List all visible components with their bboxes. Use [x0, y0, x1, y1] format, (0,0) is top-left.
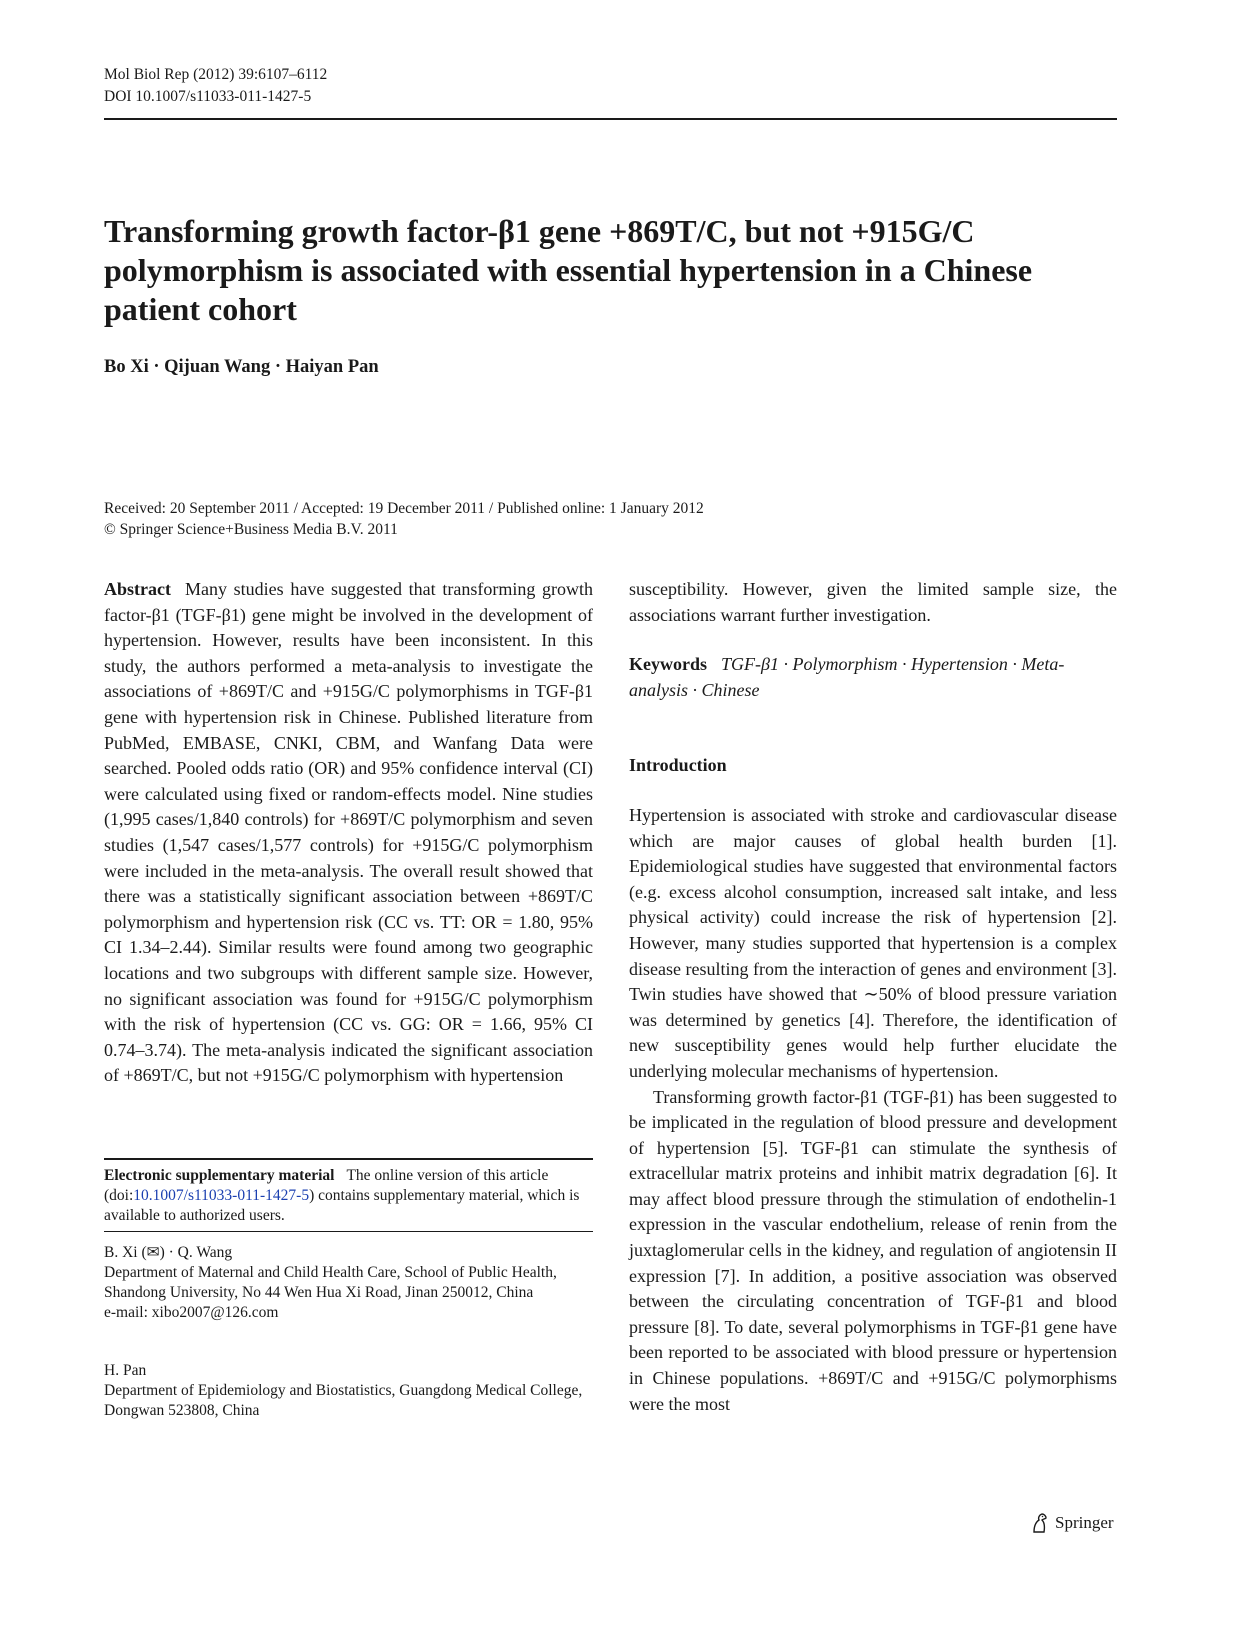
footnote-rule [104, 1158, 593, 1160]
abstract-paragraph [104, 577, 593, 1089]
keywords-text: TGF-β1 · Polymorphism · Hypertension · Meta-analysis · Chinese [629, 654, 1065, 700]
abstract-continuation: susceptibility. However, given the limited sample size, the associations warrant further investigation. [629, 579, 1117, 625]
dates-line: Received: 20 September 2011 / Accepted: 19 December 2011 / Published online: 1 January 2012 [104, 500, 704, 517]
publisher-name: Springer [1055, 1513, 1114, 1532]
affiliation-2-dept: Department of Epidemiology and Biostatistics, Guangdong Medical College, Dongwan 523808, China [104, 1382, 583, 1419]
article-history [104, 498, 704, 540]
doi-link[interactable]: 10.1007/s11033-011-1427-5 [133, 1187, 310, 1204]
abstract-label: Abstract [104, 579, 171, 599]
journal-citation [104, 64, 327, 108]
introduction-paragraph-1: Hypertension is associated with stroke and cardiovascular disease which are major causes of global health burden [1]. Epidemiological studies have suggested that environmental factors (e.g. excess alcohol consumption, increased salt intake, and less physical activity) could increase the risk of hypertension [2]. However, many studies supported that hypertension is a complex disease resulting from the interaction of genes and environment [3]. Twin studies have showed that ∼50% of blood pressure variation was determined by genetics [4]. Therefore, the identification of new susceptibility genes would help further elucidate the underlying molecular mechanisms of hypertension. [629, 804, 1117, 1081]
esm-text-before: The online version of this article (doi: [104, 1167, 549, 1204]
abstract-text: Many studies have suggested that transforming growth factor-β1 (TGF-β1) gene might be involved in the development of hypertension. However, results have been inconsistent. In this study, the authors performed a meta-analysis to investigate the associations of +869T/C and +915G/C polymorphisms in TGF-β1 gene with hypertension risk in Chinese. Published literature from PubMed, EMBASE, CNKI, CBM, and Wanfang Data were searched. Pooled odds ratio (OR) and 95% confidence interval (CI) were calculated using fixed or random-effects model. Nine studies (1,995 cases/1,840 controls) for +869T/C polymorphism and seven studies (1,547 cases/1,577 controls) for +915G/C polymorphism were included in the meta-analysis. The overall result showed that there was a statistically significant association between +869T/C polymorphism and hypertension risk (CC vs. TT: OR = 1.80, 95% CI 1.34–2.44). Similar results were found among two geographic locations and two subgroups with different sample size. However, no significant association was found for +915G/C polymorphism with the risk of hypertension (CC vs. GG: OR = 1.66, 95% CI 0.74–3.74). The meta-analysis indicated the significant association of +869T/C, but not +915G/C polymorphism with hypertension [104, 579, 593, 1086]
affiliation-rule [104, 1231, 593, 1232]
copyright-line: © Springer Science+Business Media B.V. 2011 [104, 521, 398, 538]
introduction-heading: Introduction [629, 755, 727, 776]
author-list: Bo Xi · Qijuan Wang · Haiyan Pan [104, 357, 379, 377]
header-rule [104, 118, 1117, 120]
springer-horse-icon [1030, 1512, 1050, 1534]
journal-line-1: Mol Biol Rep (2012) 39:6107–6112 [104, 66, 328, 83]
keywords [629, 652, 1117, 703]
esm-label: Electronic supplementary material [104, 1167, 335, 1184]
article-title: Transforming growth factor-β1 gene +869T/C, but not +915G/C polymorphism is associated with essential hypertension in a Chinese patient cohort [104, 213, 1033, 327]
affiliation-1-names: B. Xi (✉) · Q. Wang [104, 1244, 233, 1261]
keywords-label: Keywords [629, 654, 707, 675]
journal-line-2: DOI 10.1007/s11033-011-1427-5 [104, 88, 312, 105]
right-column [629, 577, 1117, 1417]
abstract-column [104, 577, 593, 1089]
affiliation-1-dept: Department of Maternal and Child Health Care, School of Public Health, Shandong University, No 44 Wen Hua Xi Road, Jinan 250012, China [104, 1264, 557, 1301]
introduction-paragraph-2: Transforming growth factor-β1 (TGF-β1) has been suggested to be implicated in the regulation of blood pressure and development of hypertension [5]. TGF-β1 can stimulate the synthesis of extracellular matrix proteins and inhibit matrix degradation [6]. It may affect blood pressure through the stimulation of endothelin-1 expression in the vascular endothelium, release of renin from the juxtaglomerular cells in the kidney, and regulation of angiotensin II expression [7]. In addition, a positive association was observed between the circulating concentration of TGF-β1 and blood pressure [8]. To date, several polymorphisms in TGF-β1 gene have been reported to be associated with blood pressure or hypertension in Chinese populations. +869T/C and +915G/C polymorphisms were the most [629, 1086, 1117, 1414]
esm-note [104, 1166, 593, 1226]
publisher-logo [1030, 1512, 1114, 1534]
affiliation-1-email[interactable]: e-mail: xibo2007@126.com [104, 1304, 279, 1321]
affiliation-2 [104, 1361, 593, 1421]
affiliation-1 [104, 1243, 593, 1323]
affiliation-2-names: H. Pan [104, 1362, 147, 1379]
esm-text-after: ) contains supplementary material, which is available to authorized users. [104, 1187, 580, 1224]
